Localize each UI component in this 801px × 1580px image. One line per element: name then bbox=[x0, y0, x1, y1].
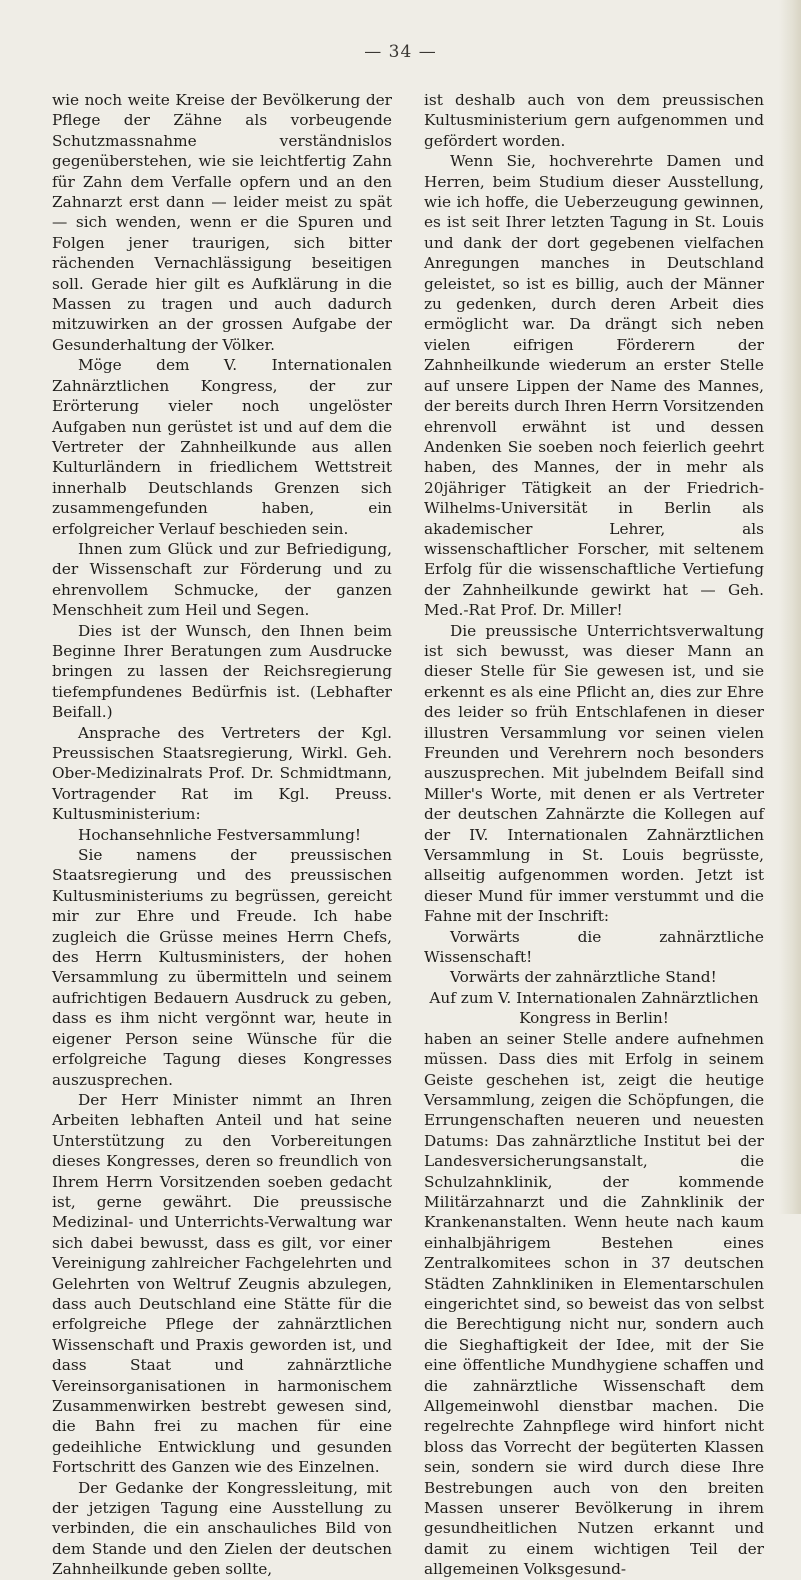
inscription-line: Vorwärts der zahnärztliche Stand! bbox=[450, 968, 717, 987]
paragraph: Sie namens der preussischen Staatsregierung und des preussischen Kultusministeriums zu begrüssen, gereicht mir zur Ehre und Freude. Ich habe zugleich die Grüsse meines Herrn Chefs, des Herrn Kultusministers, der hohen Versammlung zu übermitteln und seinem aufrichtigen Bedauern Ausdruck zu geben, dass es ihm nicht vergönnt war, heute in eigener Person seine Wünsche für die erfolgreiche Tagung dieses Kongresses auszusprechen. bbox=[52, 846, 392, 1089]
paragraph: Wenn Sie, hochverehrte Damen und Herren, beim Studium dieser Ausstellung, wie ich hoffe, die Ueberzeugung gewinnen, es ist seit Ihrer letzten Tagung in St. Louis und dank der dort gegebenen vielfachen Anregungen manches in Deutschland geleistet, so ist es billig, auch der Männer zu gedenken, durch deren Arbeit dies ermöglicht war. Da drängt sich neben vielen eifrigen Förderern der Zahnheilkunde wiederum an erster Stelle auf unsere Lippen der Name des Mannes, der bereits durch Ihren Herrn Vorsitzenden ehrenvoll erwähnt ist und dessen Andenken Sie soeben noch feierlich geehrt haben, des Mannes, der in mehr als 20jähriger Tätigkeit an der Friedrich-Wilhelms-Universität in Berlin als akademischer Lehrer, als wissenschaftlicher Forscher, mit seltenem Erfolg für die wissenschaftliche Vertiefung der Zahnheilkunde gewirkt hat — Geh. Med.-Rat Prof. Dr. Miller! bbox=[424, 152, 764, 620]
page-edge-shadow bbox=[779, 0, 801, 1214]
paragraph: haben an seiner Stelle andere aufnehmen müssen. Dass dies mit Erfolg in seinem Geiste geschehen ist, zeigt die heutige Versammlung, zeigen die Schöpfungen, die Errungenschaften neueren und neuesten Datums: Das zahnärztliche Institut bei der Landesversicherungsanstalt, die Schulzahnklinik, der kommende Militärzahnarzt und die Zahnklinik der Krankenanstalten. Wenn heute nach kaum einhalbjährigem Bestehen eines Zentralkomitees schon in 37 deutschen Städten Zahnkliniken in Elementarschulen eingerichtet sind, so beweist das von selbst die Berechtigung nicht nur, sondern auch die Sieghaftigkeit der Idee, mit der Sie eine öffentliche Mundhygiene schaffen und die zahnärztliche Wissenschaft dem Allgemeinwohl dienstbar machen. Die regelrechte Zahnpflege wird hinfort nicht bloss das Vorrecht der begüterten Klassen sein, sondern sie wird durch diese Ihre Bestrebungen auch von den breiten Massen unserer Bevölkerung in ihrem gesundheitlichen Nutzen erkannt und damit zu einem wichtigen Teil der allgemeinen Volksgesund- bbox=[424, 1029, 764, 1579]
paragraph: Die preussische Unterrichtsverwaltung ist sich bewusst, was dieser Mann an dieser Stelle für Sie gewesen ist, und sie erkennt es als eine Pflicht an, dies zur Ehre des leider so früh Entschlafenen in dieser illustren Versammlung vor seinen vielen Freunden und Verehrern noch besonders auszusprechen. Mit jubelndem Beifall sind Miller's Worte, mit denen er als Vertreter der deutschen Zahnärzte die Kollegen auf der IV. Internationalen Zahnärztlichen Versammlung in St. Louis begrüsste, allseitig aufgenommen worden. Jetzt ist dieser Mund für immer verstummt und die Fahne mit der Inschrift: bbox=[424, 621, 764, 926]
paragraph: Möge dem V. Internationalen Zahnärztlichen Kongress, der zur Erörterung vieler noch ungelöster Aufgaben nun gerüstet ist und auf dem die Vertreter der Zahnheilkunde aus allen Kulturländern in friedlichem Wettstreit innerhalb Deutschlands Grenzen sich zusammengefunden haben, ein erfolgreicher Verlauf beschieden sein. bbox=[52, 356, 392, 538]
page-number: — 34 — bbox=[364, 42, 437, 62]
inscription-line: Vorwärts die zahnärztliche Wissenschaft! bbox=[424, 927, 764, 967]
paragraph: ist deshalb auch von dem preussischen Kultusministerium gern aufgenommen und gefördert worden. bbox=[424, 91, 764, 150]
left-text-column bbox=[52, 90, 392, 1580]
paragraph: Der Herr Minister nimmt an Ihren Arbeiten lebhaften Anteil und hat seine Unterstützung zu den Vorbereitungen dieses Kongresses, deren so freundlich von Ihrem Herrn Vorsitzenden soeben gedacht ist, gerne gewährt. Die preussische Medizinal- und Unterrichts-Verwaltung war sich dabei bewusst, dass es gilt, vor einer Vereinigung zahlreicher Fachgelehrten und Gelehrten von Weltruf Zeugnis abzulegen, dass auch Deutschland eine Stätte für die erfolgreiche Pflege der zahnärztlichen Wissenschaft und Praxis geworden ist, und dass Staat und zahnärztliche Vereinsorganisationen in harmonischem Zusammenwirken bestrebt gewesen sind, die Bahn frei zu machen für eine gedeihliche Entwicklung und gesunden Fortschritt des Ganzen wie des Einzelnen. bbox=[52, 1090, 392, 1477]
paragraph: Ihnen zum Glück und zur Befriedigung, der Wissenschaft zur Förderung und zu ehrenvollem Schmucke, der ganzen Menschheit zum Heil und Segen. bbox=[52, 539, 392, 620]
inscription-line: Auf zum V. Internationalen Zahnärztlichen Kongress in Berlin! bbox=[429, 988, 759, 1028]
paragraph: wie noch weite Kreise der Bevölkerung der Pflege der Zähne als vorbeugende Schutzmassnahme verständnislos gegenüberstehen, wie sie leichtfertig Zahn für Zahn dem Verfalle opfern und an den Zahnarzt erst dann — leider meist zu spät — sich wenden, wenn er die Spuren und Folgen jener traurigen, sich bitter rächenden Vernachlässigung beseitigen soll. Gerade hier gilt es Aufklärung in die Massen zu tragen und auch dadurch mitzuwirken an der grossen Aufgabe der Gesunderhaltung der Völker. bbox=[52, 91, 392, 354]
paragraph: Ansprache des Vertreters der Kgl. Preussischen Staatsregierung, Wirkl. Geh. Ober-Medizinalrats Prof. Dr. Schmidtmann, Vortragender Rat im Kgl. Preuss. Kultusministerium: bbox=[52, 723, 392, 824]
paragraph: Der Gedanke der Kongressleitung, mit der jetzigen Tagung eine Ausstellung zu verbinden, die ein anschauliches Bild von dem Stande und den Zielen der deutschen Zahnheilkunde geben sollte, bbox=[52, 1478, 392, 1579]
right-text-column bbox=[424, 90, 764, 1580]
salutation: Hochansehnliche Festversammlung! bbox=[78, 825, 362, 844]
paragraph: Dies ist der Wunsch, den Ihnen beim Beginne Ihrer Beratungen zum Ausdrucke bringen zu lassen der Reichsregierung tiefempfundenes Bedürfnis ist. (Lebhafter Beifall.) bbox=[52, 621, 392, 722]
